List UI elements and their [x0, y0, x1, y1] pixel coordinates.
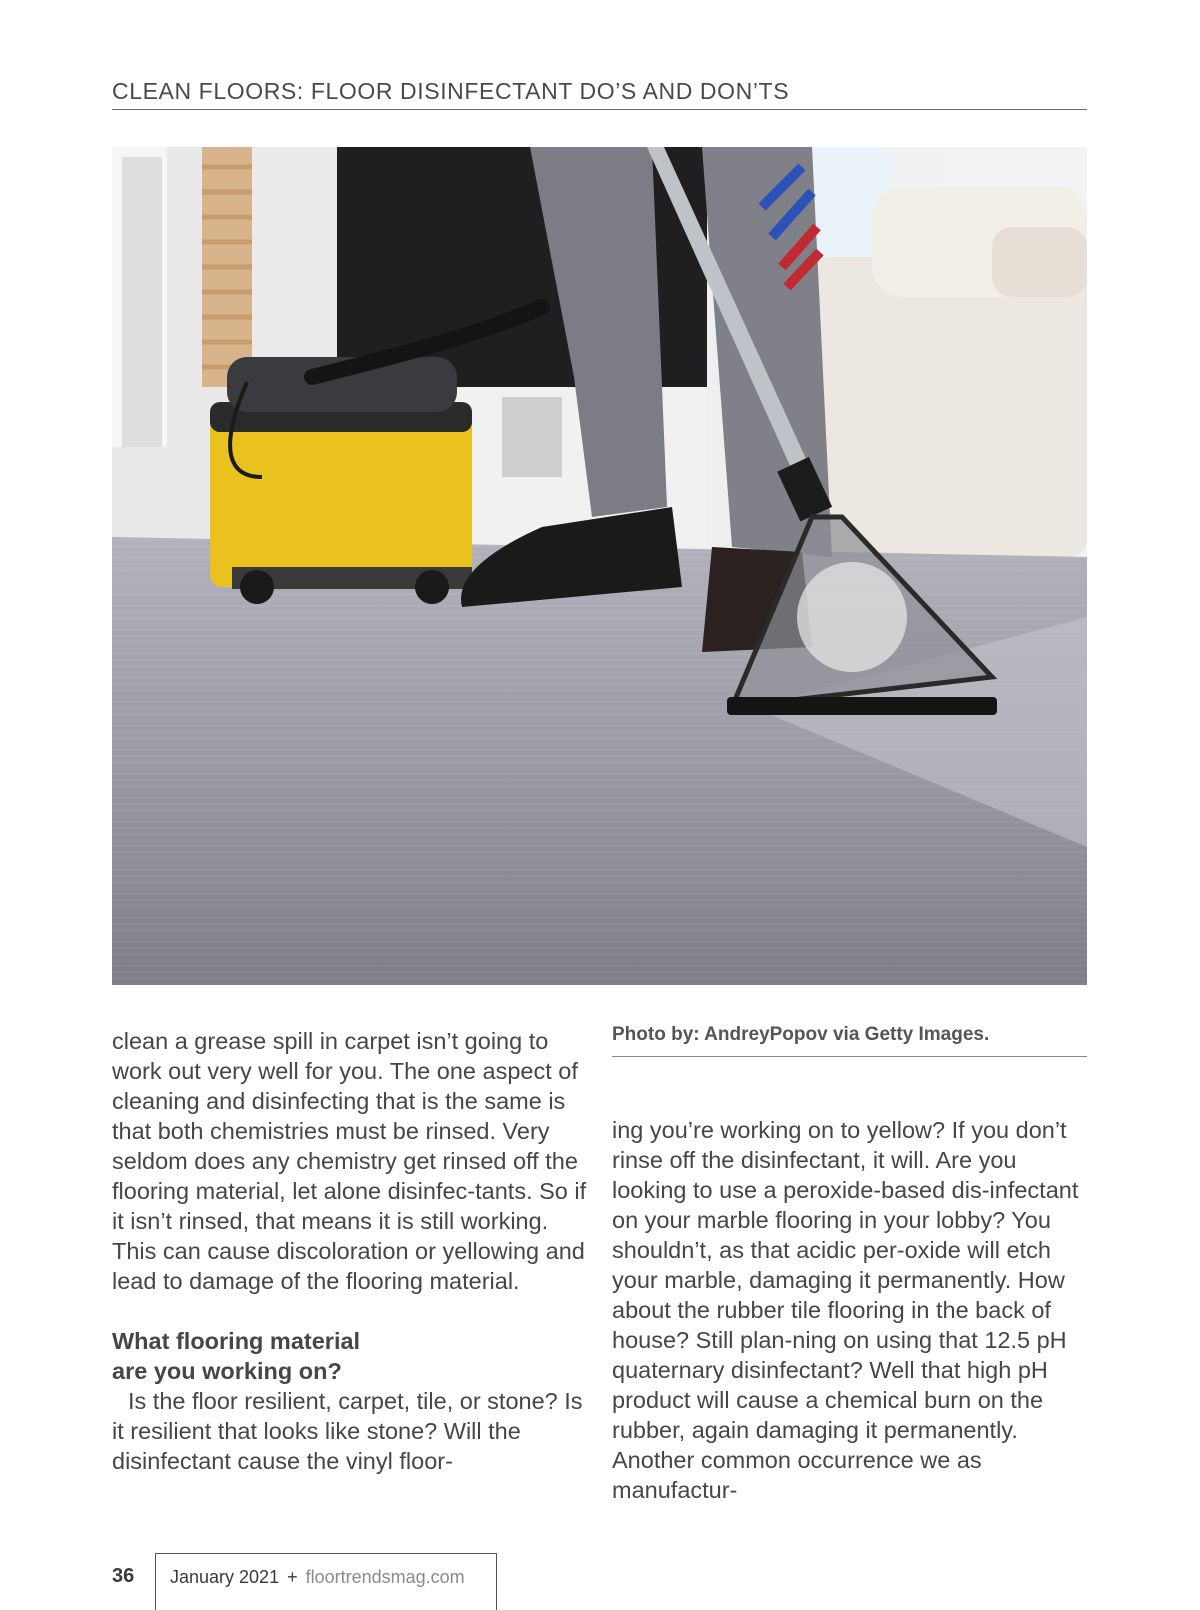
page-footer [112, 1553, 497, 1610]
section-subhead [112, 1326, 590, 1386]
subhead-line-2: are you working on? [112, 1358, 342, 1384]
left-column [112, 1026, 590, 1476]
body-paragraph: clean a grease spill in carpet isn’t going to work out very well for you. The one aspect of cleaning and disinfecting that is the same is that both chemistries must be rinsed. Very seldom does any chemistry get rinsed off the flooring material, let alone disinfec-tants. So if it isn’t rinsed, that means it is still working. This can cause discoloration or yellowing and lead to damage of the flooring material. [112, 1028, 587, 1294]
footer-issue-box [155, 1553, 497, 1610]
subhead-line-1: What flooring material [112, 1328, 361, 1354]
right-column [612, 1026, 1087, 1505]
issue-date: January 2021 [170, 1567, 280, 1587]
running-header: CLEAN FLOORS: FLOOR DISINFECTANT DO’S AND DON’TS [112, 78, 1087, 110]
article-photo [112, 147, 1087, 985]
footer-separator: + [287, 1567, 298, 1587]
page-number: 36 [112, 1565, 135, 1587]
photo-caption: Photo by: AndreyPopov via Getty Images. [612, 1024, 1087, 1057]
body-paragraph: Is the floor resilient, carpet, tile, or stone? Is it resilient that looks like stone? Will the disinfectant cause the vinyl floor- [112, 1388, 583, 1474]
body-paragraph: ing you’re working on to yellow? If you don’t rinse off the disinfectant, it will. Are you looking to use a peroxide-based dis-infectant on your marble flooring in your lobby? You shouldn’t, as that acidic per-oxide will etch your marble, damaging it permanently. How about the rubber tile flooring in the back of house? Still plan-ning on using that 12.5 pH quaternary disinfectant? Well that high pH product will cause a chemical burn on the rubber, again damaging it permanently. Another common occurrence we as manufactur- [612, 1117, 1079, 1503]
site-link[interactable]: floortrendsmag.com [305, 1567, 465, 1587]
